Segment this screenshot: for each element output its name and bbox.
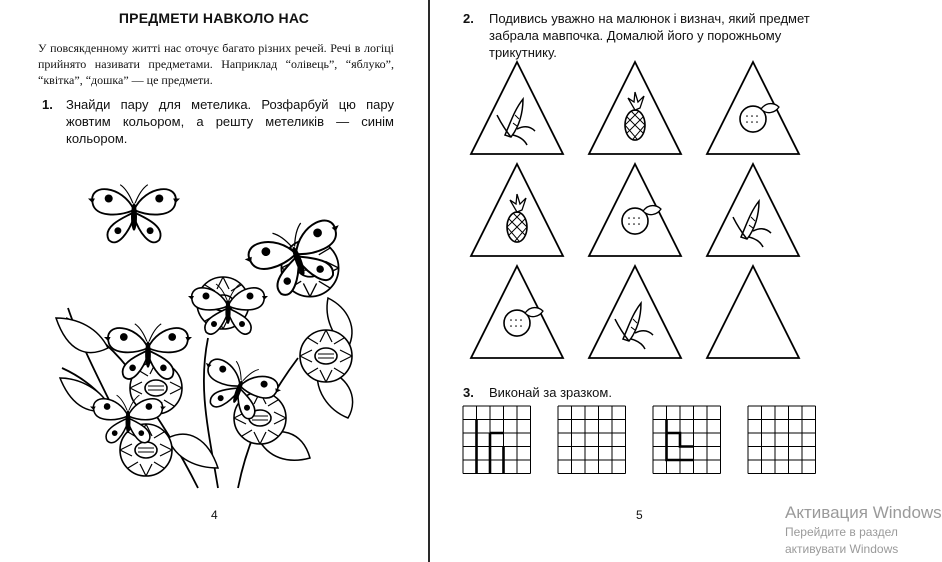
left-page — [0, 0, 428, 562]
triangle-cell — [707, 62, 799, 154]
triangle-cell — [589, 62, 681, 154]
watermark-title: Активация Windows — [785, 503, 942, 522]
pineapple-icon — [625, 92, 645, 140]
task-1-number: 1. — [42, 97, 53, 112]
task-1-text: Знайди пару для метелика. Розфарбуй цю пару жовтим кольором, а решту метеликів — синім кольором. — [66, 97, 394, 146]
square-grid — [558, 406, 626, 474]
triangle-cell — [471, 164, 563, 256]
triangle-cell — [589, 266, 681, 358]
square-grid — [463, 406, 531, 474]
intro-paragraph: У повсякденному житті нас оточує багато різних речей. Речі в логіці прийнято називати предметами. Наприклад “олівець”, “яблуко”, “квітка”, “дошка” — це предмети. — [38, 41, 394, 87]
task-2-text: Подивись уважно на малюнок і визнач, який предмет забрала мавпочка. Домалюй його у порожньому трикутнику. — [489, 11, 810, 60]
triangle-cell — [471, 266, 563, 358]
page-title: ПРЕДМЕТИ НАВКОЛО НАС — [118, 10, 310, 26]
empty-triangle — [707, 266, 799, 358]
butterfly-flower-illustration — [48, 168, 378, 498]
task-3-number: 3. — [463, 385, 474, 400]
triangle-cell — [471, 62, 563, 154]
square-grid — [748, 406, 816, 474]
grid-exercise — [463, 406, 823, 486]
watermark-line-3: активувати Windows — [785, 542, 899, 556]
square-grid — [653, 406, 721, 474]
page-divider — [428, 0, 430, 562]
triangle-puzzle — [471, 62, 831, 372]
flower-icon — [300, 330, 352, 382]
task-2-number: 2. — [463, 11, 474, 26]
pineapple-icon — [507, 194, 527, 242]
triangle-cell — [589, 164, 681, 256]
task-3-text: Виконай за зразком. — [489, 385, 612, 400]
butterfly-icon — [88, 185, 180, 243]
page-number-right: 5 — [636, 508, 643, 522]
activation-watermark — [785, 502, 942, 558]
watermark-line-2: Перейдите в раздел — [785, 525, 898, 539]
triangle-cell — [707, 164, 799, 256]
page-number-left: 4 — [211, 508, 218, 522]
